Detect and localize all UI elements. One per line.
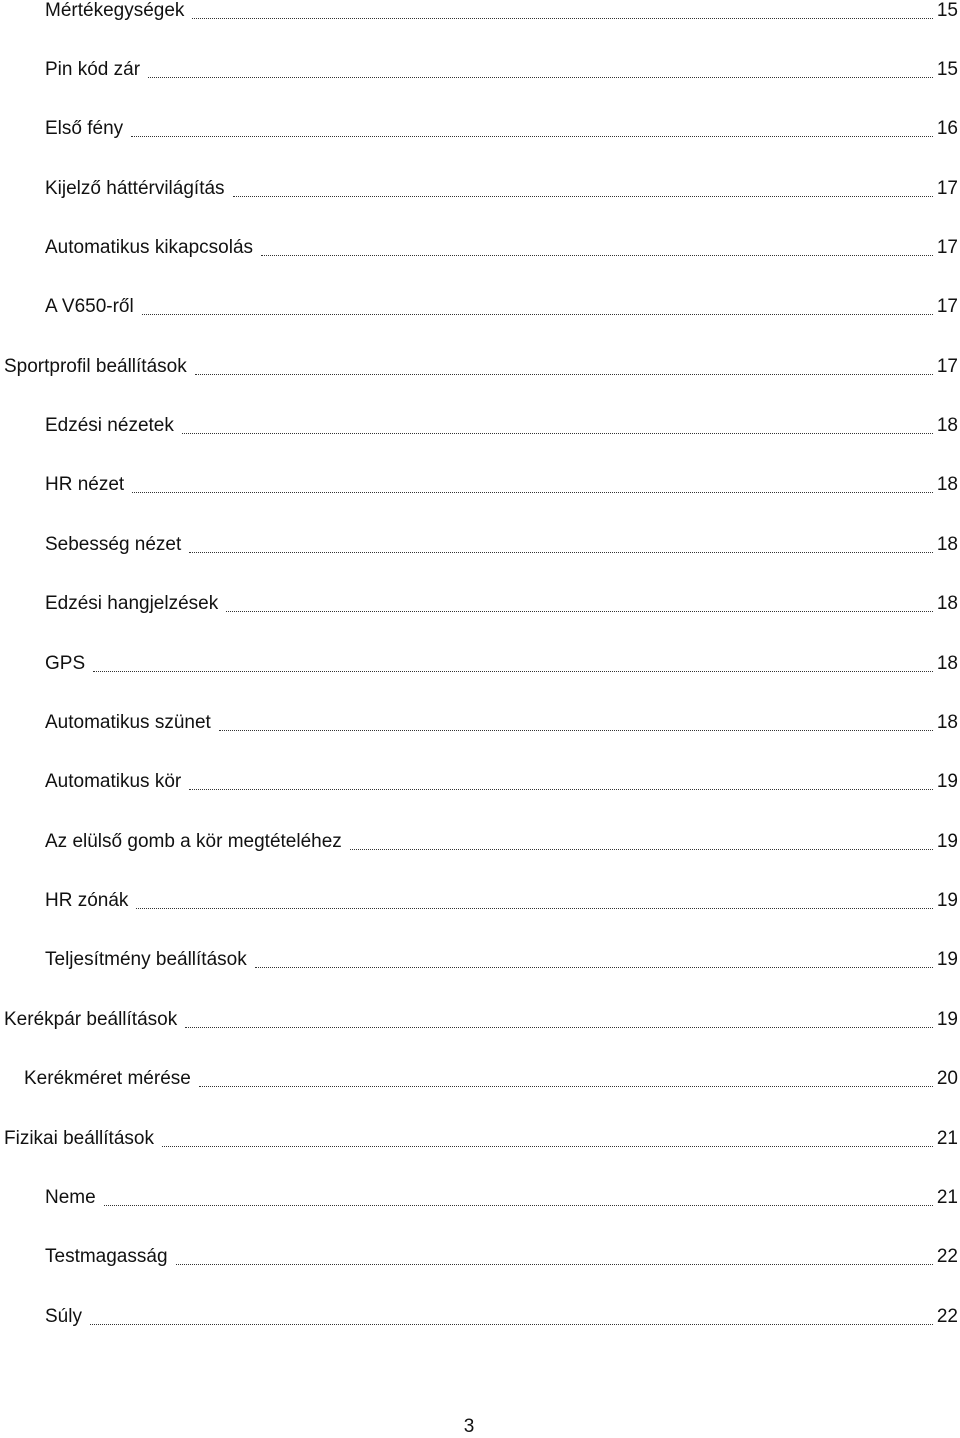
- toc-entry[interactable]: [4, 1007, 958, 1031]
- toc-entry-title: Kerékpár beállítások: [4, 1009, 178, 1030]
- toc-entry[interactable]: [45, 116, 958, 140]
- toc-entry[interactable]: [45, 829, 958, 853]
- dot-leader: [199, 1085, 933, 1087]
- toc-entry[interactable]: [45, 947, 958, 971]
- toc-entry-title: Első fény: [45, 118, 124, 139]
- toc-entry-page: 19: [936, 1009, 958, 1030]
- dot-leader: [93, 670, 933, 672]
- toc-entry-title: Neme: [45, 1187, 96, 1208]
- toc-entry[interactable]: [45, 176, 958, 200]
- toc-entry[interactable]: [45, 235, 958, 259]
- toc-entry-page: 22: [936, 1306, 958, 1327]
- toc-entry-page: 18: [936, 415, 958, 436]
- toc-entry-page: 15: [936, 0, 958, 21]
- toc-entry-title: Fizikai beállítások: [4, 1128, 154, 1149]
- toc-entry-page: 18: [936, 474, 958, 495]
- toc-entry[interactable]: [45, 591, 958, 615]
- dot-leader: [261, 254, 933, 256]
- toc-entry[interactable]: [24, 1066, 958, 1090]
- dot-leader: [195, 373, 933, 375]
- toc-entry[interactable]: [45, 1244, 958, 1268]
- toc-entry-page: 22: [936, 1246, 958, 1267]
- toc-entry-page: 18: [936, 534, 958, 555]
- toc-entry-title: Edzési hangjelzések: [45, 593, 219, 614]
- toc-entry-page: 20: [936, 1068, 958, 1089]
- toc-entry[interactable]: [45, 1185, 958, 1209]
- dot-leader: [131, 135, 933, 137]
- dot-leader: [90, 1323, 933, 1325]
- toc-entry[interactable]: [45, 413, 958, 437]
- dot-leader: [176, 1263, 933, 1265]
- toc-entry-title: Automatikus szünet: [45, 712, 211, 733]
- toc-entry-page: 19: [936, 771, 958, 792]
- toc-entry-page: 21: [936, 1187, 958, 1208]
- dot-leader: [132, 491, 933, 493]
- dot-leader: [233, 195, 933, 197]
- toc-entry[interactable]: [45, 0, 958, 22]
- dot-leader: [185, 1026, 933, 1028]
- toc-entry-page: 17: [936, 296, 958, 317]
- toc-entry-page: 19: [936, 949, 958, 970]
- page-number: 3: [463, 1416, 475, 1437]
- toc-entry-title: Testmagasság: [45, 1246, 168, 1267]
- toc-entry-page: 17: [936, 356, 958, 377]
- toc-entry-title: HR zónák: [45, 890, 129, 911]
- dot-leader: [136, 907, 932, 909]
- dot-leader: [162, 1145, 933, 1147]
- dot-leader: [148, 76, 933, 78]
- dot-leader: [189, 551, 933, 553]
- toc-entry[interactable]: [45, 294, 958, 318]
- toc-entry-page: 21: [936, 1128, 958, 1149]
- toc-entry-title: Az elülső gomb a kör megtételéhez: [45, 831, 342, 852]
- toc-entry-title: Kijelző háttérvilágítás: [45, 178, 225, 199]
- toc-entry-title: HR nézet: [45, 474, 125, 495]
- toc-entry-title: Automatikus kör: [45, 771, 182, 792]
- toc-entry[interactable]: [4, 354, 958, 378]
- toc-entry[interactable]: [45, 57, 958, 81]
- toc-entry-page: 19: [936, 890, 958, 911]
- toc-entry-title: Súly: [45, 1306, 82, 1327]
- toc-entry-title: Sportprofil beállítások: [4, 356, 187, 377]
- toc-entry-page: 15: [936, 59, 958, 80]
- toc-entry[interactable]: [45, 888, 958, 912]
- toc-entry-title: Teljesítmény beállítások: [45, 949, 247, 970]
- toc-entry-title: Edzési nézetek: [45, 415, 174, 436]
- toc-entry-page: 17: [936, 178, 958, 199]
- toc-entry[interactable]: [45, 651, 958, 675]
- toc-entry-page: 17: [936, 237, 958, 258]
- dot-leader: [104, 1204, 933, 1206]
- dot-leader: [182, 432, 933, 434]
- toc-entry[interactable]: [45, 532, 958, 556]
- toc-entry-title: GPS: [45, 653, 86, 674]
- toc-entry-title: Automatikus kikapcsolás: [45, 237, 254, 258]
- toc-entry[interactable]: [4, 1126, 958, 1150]
- toc-entry-title: Sebesség nézet: [45, 534, 182, 555]
- toc-entry-title: A V650-ről: [45, 296, 134, 317]
- dot-leader: [192, 17, 932, 19]
- toc-entry[interactable]: [45, 472, 958, 496]
- dot-leader: [219, 729, 933, 731]
- toc-entry-title: Kerékméret mérése: [24, 1068, 191, 1089]
- dot-leader: [226, 610, 933, 612]
- toc-entry[interactable]: [45, 769, 958, 793]
- toc-entry-title: Pin kód zár: [45, 59, 141, 80]
- toc-entry-page: 19: [936, 831, 958, 852]
- toc-entry[interactable]: [45, 710, 958, 734]
- toc-entry-page: 18: [936, 593, 958, 614]
- toc-entry[interactable]: [45, 1304, 958, 1328]
- toc-entry-title: Mértékegységek: [45, 0, 185, 21]
- toc-entry-page: 18: [936, 712, 958, 733]
- toc-entry-page: 18: [936, 653, 958, 674]
- dot-leader: [255, 966, 933, 968]
- toc-entry-page: 16: [936, 118, 958, 139]
- dot-leader: [350, 848, 933, 850]
- dot-leader: [189, 788, 933, 790]
- dot-leader: [142, 313, 933, 315]
